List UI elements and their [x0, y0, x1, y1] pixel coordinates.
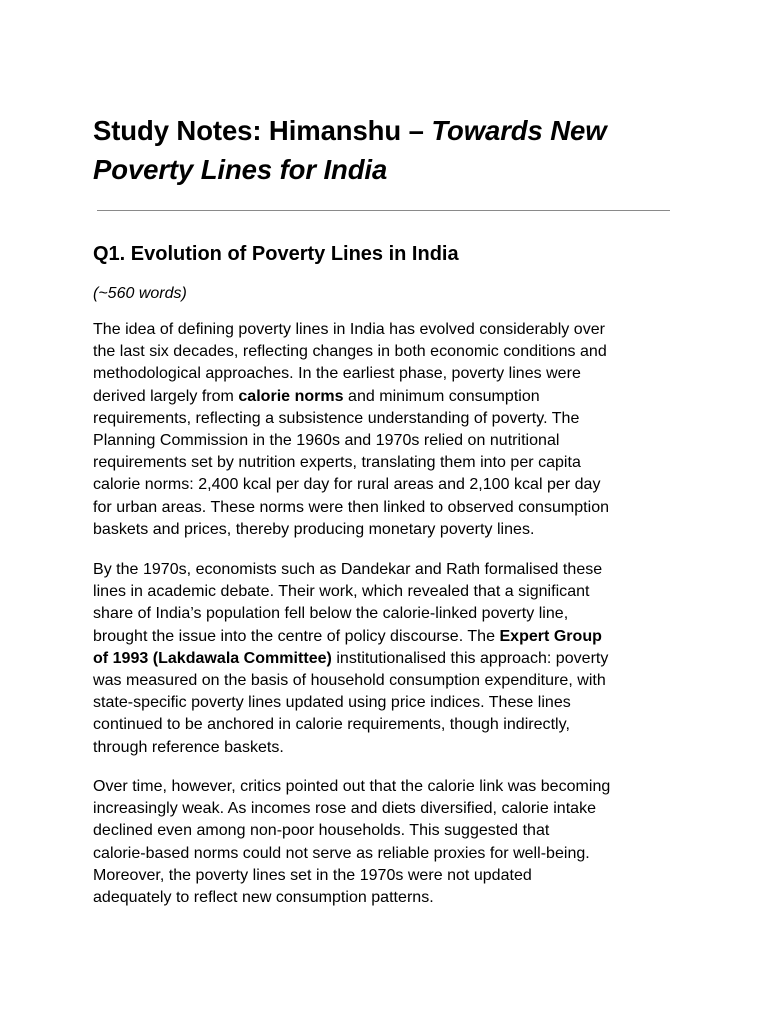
title-line-2 — [93, 150, 683, 189]
paragraph-line: the last six decades, reflecting changes in both economic conditions and — [93, 343, 607, 361]
paragraph-3 — [93, 776, 683, 909]
bold-term: calorie norms — [238, 387, 344, 405]
word-count-note: (~560 words) — [93, 285, 187, 302]
paragraph-line: adequately to reflect new consumption patterns. — [93, 889, 434, 907]
paragraph-line: The idea of defining poverty lines in India has evolved considerably over — [93, 321, 605, 338]
title-italic-part-1: Towards New — [431, 115, 607, 146]
document-title — [93, 111, 683, 189]
paragraph-line — [93, 648, 683, 670]
bold-term: of 1993 (Lakdawala Committee) — [93, 649, 332, 667]
paragraph-line: for urban areas. These norms were then linked to observed consumption — [93, 498, 610, 516]
title-italic-part-2: Poverty Lines for India — [93, 154, 388, 185]
paragraph-line: was measured on the basis of household consumption expenditure, with — [93, 672, 606, 690]
paragraph-line: requirements, reflecting a subsistence understanding of poverty. The — [93, 409, 580, 427]
paragraph-line — [93, 386, 683, 408]
line-text: institutionalised this approach: poverty — [331, 649, 609, 667]
paragraph-line: Moreover, the poverty lines set in the 1970s were not updated — [93, 866, 532, 884]
paragraph-line: By the 1970s, economists such as Dandekar and Rath formalised these — [93, 561, 603, 578]
title-line-1 — [93, 111, 683, 150]
paragraph-line: through reference baskets. — [93, 738, 284, 756]
line-text: and minimum consumption — [343, 387, 540, 405]
paragraph-line: declined even among non-poor households. This suggested that — [93, 822, 550, 840]
line-text: derived largely from — [93, 387, 239, 405]
line-text: brought the issue into the centre of policy discourse. The — [93, 627, 500, 645]
paragraph-2 — [93, 559, 683, 759]
paragraph-line: increasingly weak. As incomes rose and diets diversified, calorie intake — [93, 800, 597, 818]
paragraph-line: continued to be anchored in calorie requirements, though indirectly, — [93, 716, 570, 734]
bold-term: Expert Group — [499, 627, 602, 645]
paragraph-line: state-specific poverty lines updated using price indices. These lines — [93, 694, 571, 712]
paragraph-1 — [93, 319, 683, 541]
horizontal-divider — [97, 210, 670, 211]
paragraph-line: calorie norms: 2,400 kcal per day for rural areas and 2,100 kcal per day — [93, 476, 601, 494]
paragraph-line: baskets and prices, thereby producing monetary poverty lines. — [93, 520, 535, 538]
paragraph-line: Over time, however, critics pointed out that the calorie link was becoming — [93, 778, 611, 795]
section-heading: Q1. Evolution of Poverty Lines in India — [93, 243, 459, 265]
paragraph-line: Planning Commission in the 1960s and 1970s relied on nutritional — [93, 432, 560, 450]
paragraph-line: methodological approaches. In the earliest phase, poverty lines were — [93, 365, 581, 383]
title-plain-part: Study Notes: Himanshu – — [93, 115, 432, 146]
paragraph-line: calorie-based norms could not serve as reliable proxies for well-being. — [93, 844, 590, 862]
paragraph-line: lines in academic debate. Their work, which revealed that a significant — [93, 583, 590, 601]
paragraph-line: requirements set by nutrition experts, translating them into per capita — [93, 454, 581, 472]
paragraph-line — [93, 626, 683, 648]
paragraph-line: share of India’s population fell below the calorie-linked poverty line, — [93, 605, 569, 623]
